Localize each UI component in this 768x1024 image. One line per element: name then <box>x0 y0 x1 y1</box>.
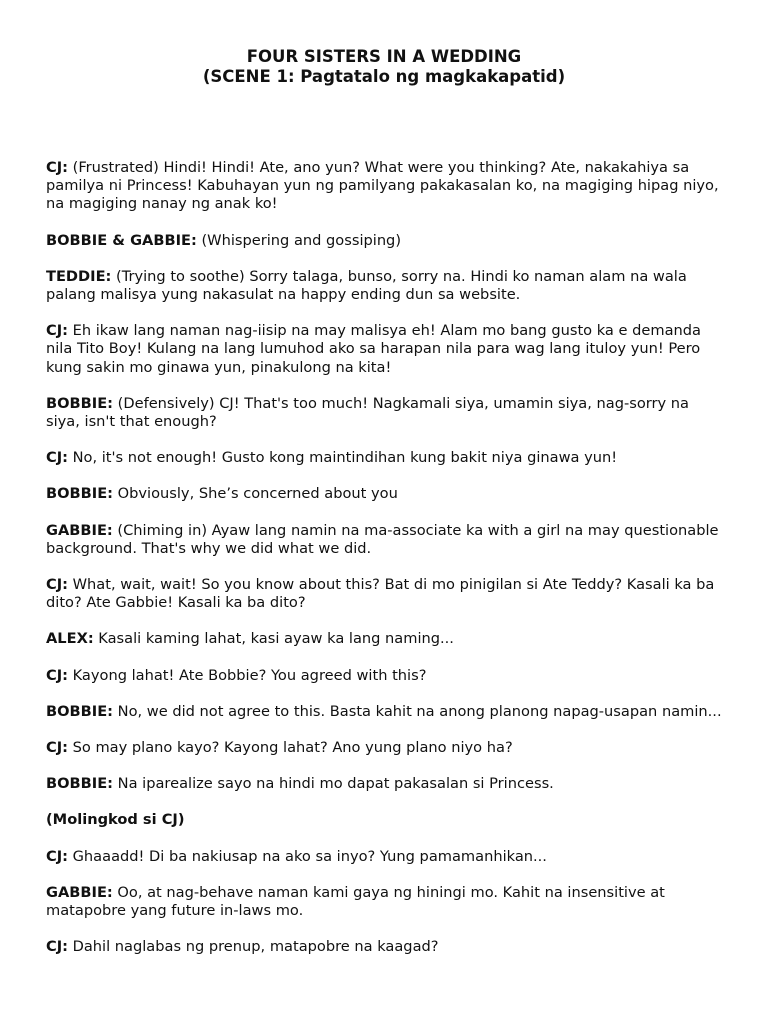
script-line <box>46 630 726 648</box>
dialogue-text: (Chiming in) Ayaw lang namin na ma-associate ka with a girl na may questionable background. That's why we did what we did. <box>46 521 719 557</box>
script-line <box>46 485 726 503</box>
dialogue-text: No, it's not enough! Gusto kong maintindihan kung bakit niya ginawa yun! <box>67 449 618 467</box>
script-line <box>46 449 726 467</box>
dialogue-text: Dahil naglabas ng prenup, matapobre na kaagad? <box>67 938 439 956</box>
script-line <box>46 667 726 685</box>
speaker-name: CJ: <box>46 576 68 594</box>
dialogue-text: What, wait, wait! So you know about this? Bat di mo pinigilan si Ate Teddy? Kasali ka ba dito? Ate Gabbie! Kasali ka ba dito? <box>46 576 715 612</box>
dialogue-text: So may plano kayo? Kayong lahat? Ano yung plano niyo ha? <box>67 739 513 757</box>
document-subtitle: (SCENE 1: Pagtatalo ng magkakapatid) <box>202 67 566 86</box>
speaker-name: CJ: <box>46 449 68 467</box>
script-line <box>46 395 726 431</box>
speaker-name: BOBBIE & GABBIE: <box>46 231 197 249</box>
dialogue-text: Na iparealize sayo na hindi mo dapat pakasalan si Princess. <box>113 775 554 793</box>
document-title: FOUR SISTERS IN A WEDDING <box>246 47 522 66</box>
script-line <box>46 775 726 793</box>
dialogue-text: Ghaaadd! Di ba nakiusap na ako sa inyo? Yung pamamanhikan... <box>67 847 547 865</box>
speaker-name: BOBBIE: <box>46 775 114 793</box>
speaker-name: BOBBIE: <box>46 702 114 720</box>
speaker-name: CJ: <box>46 159 68 176</box>
speaker-name: CJ: <box>46 322 68 340</box>
script-line <box>46 739 726 757</box>
speaker-name: CJ: <box>46 847 68 865</box>
speaker-name: BOBBIE: <box>46 394 114 412</box>
stage-direction-text: (Molingkod si CJ) <box>46 811 185 829</box>
speaker-name: GABBIE: <box>46 521 113 539</box>
speaker-name: CJ: <box>46 666 68 684</box>
script-line <box>46 232 726 250</box>
script-line <box>46 703 726 721</box>
dialogue-text: Oo, at nag-behave naman kami gaya ng hiningi mo. Kahit na insensitive at matapobre yang future in-laws mo. <box>46 883 665 920</box>
speaker-name: CJ: <box>46 938 68 956</box>
dialogue-text: (Frustrated) Hindi! Hindi! Ate, ano yun? What were you thinking? Ate, nakakahiya sa pamilya ni Princess! Kabuhayan yun ng pamilyang pakakasalan ko, na magiging hipag niyo, na magiging nanay ng anak ko! <box>46 159 719 213</box>
script-line <box>46 848 726 866</box>
dialogue-text: Eh ikaw lang naman nag-iisip na may malisya eh! Alam mo bang gusto ka e demanda nila Tito Boy! Kulang na lang lumuhod ako sa harapan nila para wag lang ituloy yun! Pero kung sakin mo ginawa yun, pinakulong na kita! <box>46 322 701 376</box>
speaker-name: GABBIE: <box>46 883 113 901</box>
dialogue-text: Kasali kaming lahat, kasi ayaw ka lang naming... <box>93 630 454 648</box>
dialogue-text: (Defensively) CJ! That's too much! Nagkamali siya, umamin siya, nag-sorry na siya, isn't that enough? <box>46 394 689 431</box>
script-line <box>46 322 726 377</box>
speaker-name: BOBBIE: <box>46 485 114 503</box>
script-line <box>46 576 726 612</box>
dialogue-text: (Trying to soothe) Sorry talaga, bunso, sorry na. Hindi ko naman alam na wala palang malisya yung nakasulat na happy ending dun sa website. <box>46 267 687 304</box>
dialogue-text: Obviously, She’s concerned about you <box>113 485 398 503</box>
dialogue-text: No, we did not agree to this. Basta kahit na anong planong napag-usapan namin... <box>113 702 722 720</box>
script-line <box>46 884 726 920</box>
script-line <box>46 938 726 956</box>
dialogue-text: Kayong lahat! Ate Bobbie? You agreed with this? <box>67 666 427 684</box>
speaker-name: TEDDIE: <box>46 267 112 285</box>
speaker-name: CJ: <box>46 739 68 757</box>
script-body <box>46 159 722 956</box>
document-title-block <box>46 47 722 87</box>
speaker-name: ALEX: <box>46 630 94 648</box>
script-line <box>46 159 726 214</box>
stage-direction <box>46 811 726 829</box>
dialogue-text: (Whispering and gossiping) <box>196 231 402 249</box>
script-line <box>46 522 726 558</box>
script-line <box>46 268 726 304</box>
